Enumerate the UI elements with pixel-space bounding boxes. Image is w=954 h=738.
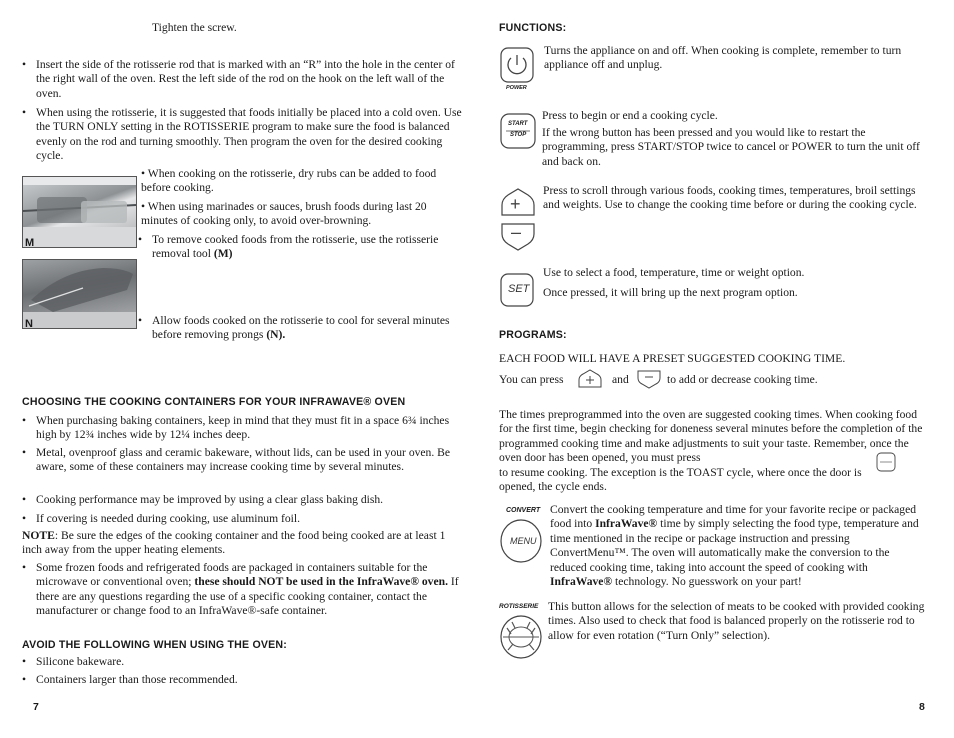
convert-label: CONVERT [506,507,541,514]
menu-label: MENU [510,536,537,546]
start-stop-button-icon [499,112,537,150]
heading-programs: PROGRAMS: [499,329,567,341]
rotisserie-label: ROTISSERIE [499,603,539,610]
minus-glyph: – [511,222,522,242]
add-decrease-text: to add or decrease cooking time. [667,373,818,386]
plus-glyph: + [510,194,521,214]
heading-avoid: AVOID THE FOLLOWING WHEN USING THE OVEN: [22,639,287,651]
page-number-left: 7 [33,701,39,713]
power-label: POWER [506,85,527,91]
inline-minus-icon [636,369,662,389]
photo-label-n: N [25,318,33,330]
bullet-removal-tool: • To remove cooked foods from the rotisserie, use the rotisserie removal tool (M) [138,233,458,262]
set-button-icon [499,272,535,308]
convert-description: Convert the cooking temperature and time for your favorite recipe or packaged food into InfraWave® time by simply selecting the food type, temperature and time mentioned in the recipe or package instruction and pressing ConvertMenu™. The oven will automatically make the conversion to the reduced cooking time, taking into account the speed of cooking with InfraWave® technology. No guesswork on your part! [550,503,919,589]
plus-button-icon [499,187,537,219]
page-number-right: 8 [919,701,925,713]
bullet-silicone: • Silicone bakeware. [22,655,470,669]
tighten-screw-text: Tighten the screw. [152,21,237,34]
bullet-cold-oven: • When using the rotisserie, it is suggested that foods initially be placed into a cold oven. Use the TURN ONLY setting in the ROTISSERIE program to make sure the food is balanced evenly on the rod and turning smoothly. Then program the oven for the desired cooking cycle. [22,106,468,164]
minus-button-icon [499,220,537,252]
times-paragraph-continued: to resume cooking. The exception is the TOAST cycle, where once the door is opened, the cycle ends. [499,466,862,494]
prongs-photo-n [22,259,137,329]
rotisserie-description: This button allows for the selection of meats to be cooked with provided cooking times. Also used to check that food is balanced properly on the rotisserie rod to allow for even rotation (“Turn Only” selection). [548,600,925,642]
inline-plus-icon [577,369,603,389]
and-text: and [612,373,629,386]
rotisserie-button-icon [499,614,543,660]
bullet-frozen-foods: • Some frozen foods and refrigerated foods are packaged in containers suitable for the microwave or conventional oven; these should NOT be used in the InfraWave® oven. If there are any questions regarding the use of a specific cooking container, contact the manufacturer or change food to an InfraWave®-safe container. [22,561,470,619]
plus-minus-description: Press to scroll through various foods, cooking times, temperatures, broil settings and weights. Use to change the cooking time before or during the cooking cycle. [543,184,917,212]
start-label: START [508,121,528,127]
preset-note: EACH FOOD WILL HAVE A PRESET SUGGESTED COOKING TIME. [499,352,846,365]
power-description: Turns the appliance on and off. When cooking is complete, remember to turn appliance off and unplug. [544,44,902,72]
bullet-marinades: • When using marinades or sauces, brush foods during last 20 minutes of cooking only, to avoid over-browning. [141,200,427,228]
bullet-insert-rod: • Insert the side of the rotisserie rod that is marked with an “R” into the hole in the center of the right wall of the oven. Rest the left side of the rod on the hook on the left wall of the oven. [22,58,468,101]
bullet-container-size: • When purchasing baking containers, keep in mind that they must fit in a space 6¾ inches high by 12¾ inches wide by 12¼ inches deep. [22,414,470,443]
set-description-1: Use to select a food, temperature, time or weight option. [543,266,805,279]
power-button-icon [499,46,535,94]
start-description-2: If the wrong button has been pressed and you would like to restart the programming, press START/STOP twice to cancel or POWER to turn the unit off and back on. [542,126,920,168]
times-paragraph: The times preprogrammed into the oven are suggested cooking times. When cooking food for the first time, begin checking for doneness several minutes before the completion of the programmed cooking time and make adjustments to suit your taste. Remember, once the oven door has been opened, you must press [499,408,923,465]
set-description-2: Once pressed, it will bring up the next program option. [543,286,798,299]
bullet-bakeware: • Metal, ovenproof glass and ceramic bakeware, without lids, can be used in your oven. Be aware, some of these containers may increase cooking time by several minutes. [22,446,470,475]
heading-functions: FUNCTIONS: [499,22,567,34]
bullet-glass-dish: • Cooking performance may be improved by using a clear glass baking dish. [22,493,470,507]
bullet-large-containers: • Containers larger than those recommended. [22,673,470,687]
bullet-foil: • If covering is needed during cooking, use aluminum foil. [22,512,470,526]
photo-label-m: M [25,237,35,249]
inline-start-stop-icon [876,452,896,472]
heading-containers: CHOOSING THE COOKING CONTAINERS FOR YOUR INFRAWAVE® OVEN [22,396,406,408]
note-paragraph: NOTE: Be sure the edges of the cooking container and the food being cooked are at least 1 inch away from the upper heating elements. [22,529,446,557]
set-label: SET [508,283,530,295]
convert-menu-button-icon [499,518,543,564]
bullet-cool-prongs: • Allow foods cooked on the rotisserie to cool for several minutes before removing prongs (N). [138,314,458,343]
you-can-press-text: You can press [499,373,564,386]
start-description-1: Press to begin or end a cooking cycle. [542,109,718,122]
bullet-dry-rubs: • When cooking on the rotisserie, dry rubs can be added to food before cooking. [141,167,437,195]
rotisserie-photo-m [22,176,137,248]
stop-label: STOP [510,132,527,138]
